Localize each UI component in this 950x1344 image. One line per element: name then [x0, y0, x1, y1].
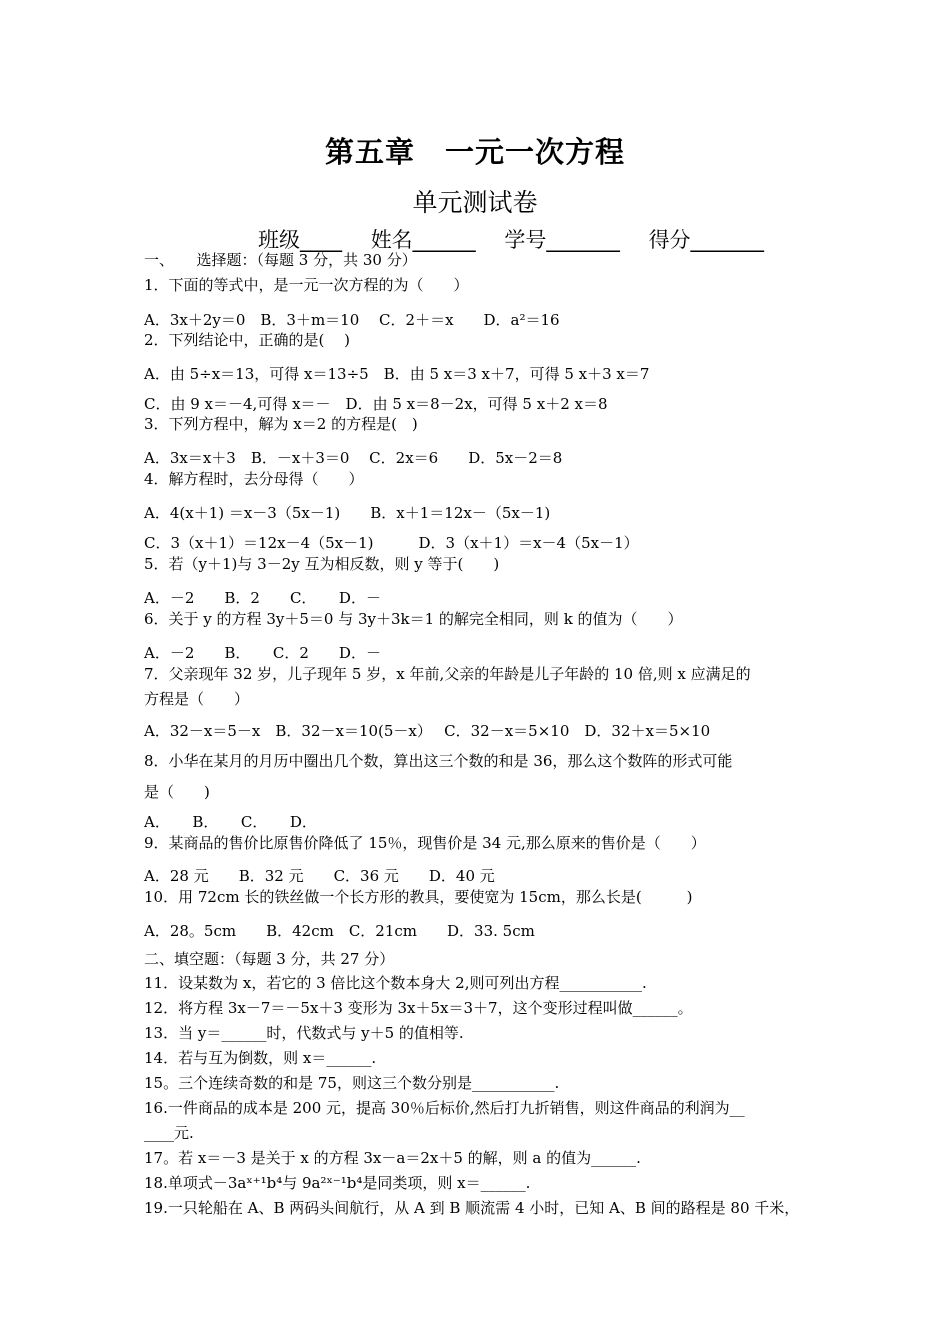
answer-options: A．3x＝x＋3 B．－x＋3＝0 C．2x＝6 D．5x－2＝8	[144, 449, 563, 467]
answer-options: A．4(x＋1) ＝x－3（5x－1) B．x＋1＝12x－（5x－1)	[144, 504, 551, 522]
answer-options: A． B． C． D．	[144, 813, 317, 831]
answer-options: A．28。5cm B．42cm C．21cm D．33. 5cm	[144, 922, 535, 940]
question-line: 2．下列结论中，正确的是( )	[144, 331, 351, 349]
question-line: ____元.	[144, 1124, 194, 1142]
question-line: 16.一件商品的成本是 200 元，提高 30％后标价,然后打九折销售，则这件商品的利润为__	[144, 1099, 745, 1117]
score-field: 得分_______	[648, 228, 765, 252]
question-line: 8．小华在某月的月历中圈出几个数，算出这三个数的和是 36，那么这个数阵的形式可能	[144, 752, 733, 770]
answer-options: C．3（x＋1）＝12x－4（5x－1) D．3（x＋1）＝x－4（5x－1）	[144, 534, 639, 552]
answer-options: A．32－x＝5－x B．32－x＝10(5－x） C．32－x＝5×10 D．32＋x＝5×10	[144, 722, 711, 740]
question-line: 14．若与互为倒数，则 x＝______.	[144, 1049, 377, 1067]
answer-options: A．由 5÷x＝13，可得 x＝13÷5 B．由 5 x＝3 x＋7，可得 5 x＋3 x＝7	[144, 365, 650, 383]
question-line: 19.一只轮船在 A、B 两码头间航行，从 A 到 B 顺流需 4 小时，已知 A、B 间的路程是 80 千米，	[144, 1199, 800, 1217]
question-line: 13．当 y＝______时，代数式与 y＋5 的值相等.	[144, 1024, 464, 1042]
question-line: 3．下列方程中，解为 x＝2 的方程是( )	[144, 415, 418, 433]
exam-subtitle: 单元测试卷	[412, 188, 538, 217]
question-line: 4．解方程时，去分母得（ ）	[144, 470, 364, 488]
section-heading: 一、 选择题：（每题 3 分，共 30 分）	[144, 251, 417, 269]
question-line: 7．父亲现年 32 岁，儿子现年 5 岁，x 年前,父亲的年龄是儿子年龄的 10 倍,则 x 应满足的	[144, 665, 751, 683]
question-line: 9．某商品的售价比原售价降低了 15％，现售价是 34 元,那么原来的售价是（ ）	[144, 834, 706, 852]
question-line: 11．设某数为 x，若它的 3 倍比这个数本身大 2,则可列出方程___________.	[144, 974, 647, 992]
answer-options: A．28 元 B．32 元 C．36 元 D．40 元	[144, 867, 495, 885]
question-line: 12．将方程 3x－7＝－5x＋3 变形为 3x＋5x＝3＋7，这个变形过程叫做______。	[144, 999, 693, 1017]
question-line: 1．下面的等式中，是一元一次方程的为（ ）	[144, 276, 469, 294]
class-field: 班级____	[258, 228, 342, 252]
student-id-field: 学号_______	[504, 228, 620, 252]
answer-options: A．－2 B．2 C． D．－	[144, 589, 381, 607]
question-line: 18.单项式－3aˣ⁺¹b⁴与 9a²ˣ⁻¹b⁴是同类项，则 x＝______.	[144, 1174, 531, 1192]
answer-options: A．3x＋2y＝0 B．3＋m＝10 C．2＋＝x D．a²＝16	[144, 311, 560, 329]
answer-options: C．由 9 x＝－4,可得 x＝－ D．由 5 x＝8－2x，可得 5 x＋2 x＝8	[144, 395, 608, 413]
question-line: 17。若 x＝－3 是关于 x 的方程 3x－a＝2x＋5 的解，则 a 的值为______.	[144, 1149, 641, 1167]
name-field: 姓名______	[370, 228, 476, 252]
question-line: 方程是（ ）	[144, 690, 250, 708]
section-heading: 二、填空题：（每题 3 分，共 27 分）	[144, 950, 395, 968]
question-line: 是（ )	[144, 783, 210, 801]
question-line: 10．用 72cm 长的铁丝做一个长方形的教具，要使宽为 15cm，那么长是( )	[144, 888, 693, 906]
chapter-title: 第五章 一元一次方程	[324, 135, 625, 169]
question-line: 5．若（y＋1)与 3－2y 互为相反数，则 y 等于( )	[144, 555, 500, 573]
question-line: 6．关于 y 的方程 3y＋5＝0 与 3y＋3k＝1 的解完全相同，则 k 的值为（ ）	[144, 610, 683, 628]
question-line: 15。三个连续奇数的和是 75，则这三个数分别是___________.	[144, 1074, 560, 1092]
answer-options: A．－2 B． C．2 D．－	[144, 644, 381, 662]
